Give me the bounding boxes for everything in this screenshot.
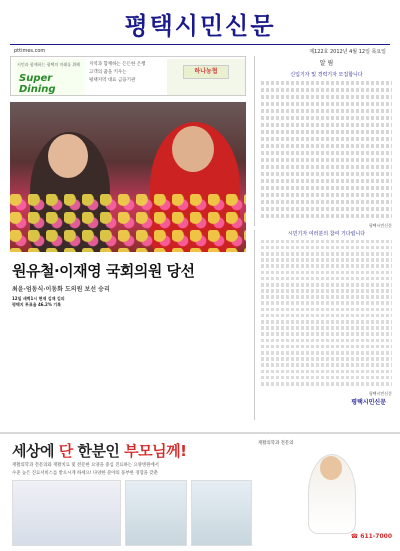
- ad-headline-suffix: !: [180, 442, 187, 460]
- bottom-ad-images: [12, 480, 252, 546]
- masthead: [0, 0, 400, 40]
- sidebar-sign: 평택시민신문: [368, 390, 392, 396]
- bank-ad-line-2: 고객의 꿈을 키우는: [89, 70, 127, 75]
- ad-headline-red-1: 단: [58, 442, 73, 460]
- bank-ad-line-1: 지역과 함께하는 든든한 은행: [89, 62, 146, 67]
- top-ad[interactable]: [10, 56, 246, 96]
- bank-ad-copy: [89, 61, 161, 85]
- notice-sign: 평택시민신문: [368, 223, 392, 228]
- candidate-left-face: [48, 134, 88, 178]
- super-dining-logo: Super Dining: [19, 73, 56, 95]
- article-column-1: [12, 296, 86, 426]
- sidebar-logo: 평택시민신문: [351, 399, 386, 406]
- article-column-3: [168, 296, 242, 426]
- super-ad-text: 시민과 함께하는 평택의 미래를 위해: [17, 62, 81, 67]
- notice-headline: 신입기자 및 경력기자 모집합니다: [290, 72, 363, 78]
- bottom-ad-right: [258, 440, 392, 546]
- newspaper-title: 평택시민신문: [124, 12, 276, 40]
- notice-title: 알 림: [319, 60, 334, 67]
- candidate-right-face: [172, 126, 214, 172]
- ad-image-room: [125, 480, 186, 546]
- citizen-reporter-box: [254, 230, 392, 420]
- ad-image-ward: [12, 480, 121, 546]
- doctor-face: [320, 456, 342, 480]
- masthead-divider: [10, 44, 390, 45]
- issue-label: 제122호 2012년 4월 12일 목요일: [309, 49, 386, 55]
- ad-doctor-label: 재활의학과 전문의: [258, 441, 294, 446]
- ad-headline-red-2: 부모님께: [124, 442, 181, 460]
- bank-ad[interactable]: [167, 59, 245, 95]
- article-lead-2: 평택지 투표율 46.2% 기록: [12, 302, 61, 308]
- sub-headline: 최윤·엄동식·이동화 도의원 보선 승리: [12, 286, 110, 293]
- ad-image-therapy: [191, 480, 252, 546]
- citizen-reporter-title: 시민기자 여러분의 참여 기다립니다: [287, 231, 366, 237]
- main-photo: [10, 102, 246, 252]
- flower-garland: [10, 194, 246, 252]
- bank-logo: 하나농협: [183, 65, 229, 79]
- article-lead: 12일 새벽1시 현재 김재 김의: [12, 296, 65, 301]
- article-column-2: [90, 296, 164, 426]
- website-label[interactable]: pttimes.com: [14, 48, 46, 54]
- bottom-ad-sub-2: 수준 높은 진료서비스를 받으시게 하세요! 다양한 분야의 풍부한 경험을 갖춘: [12, 471, 158, 476]
- notice-box: [254, 56, 392, 226]
- bottom-ad-sub-1: 재활의학과 전문의와 재활치료 및 전문한 요양을 중심 진료하는 요양병원에서: [12, 463, 159, 468]
- ad-phone-number[interactable]: ☎ 611-7000: [350, 533, 392, 540]
- super-dining-ad[interactable]: [13, 59, 85, 95]
- main-headline: 원유철·이재영 국회의원 당선: [12, 262, 195, 280]
- ad-headline-mid: 한분인: [77, 442, 120, 460]
- ad-headline-prefix: 세상에: [12, 442, 54, 460]
- bank-ad-line-3: 평택지역 대표 금융기관: [89, 78, 136, 83]
- bottom-ad-headline: [12, 440, 186, 461]
